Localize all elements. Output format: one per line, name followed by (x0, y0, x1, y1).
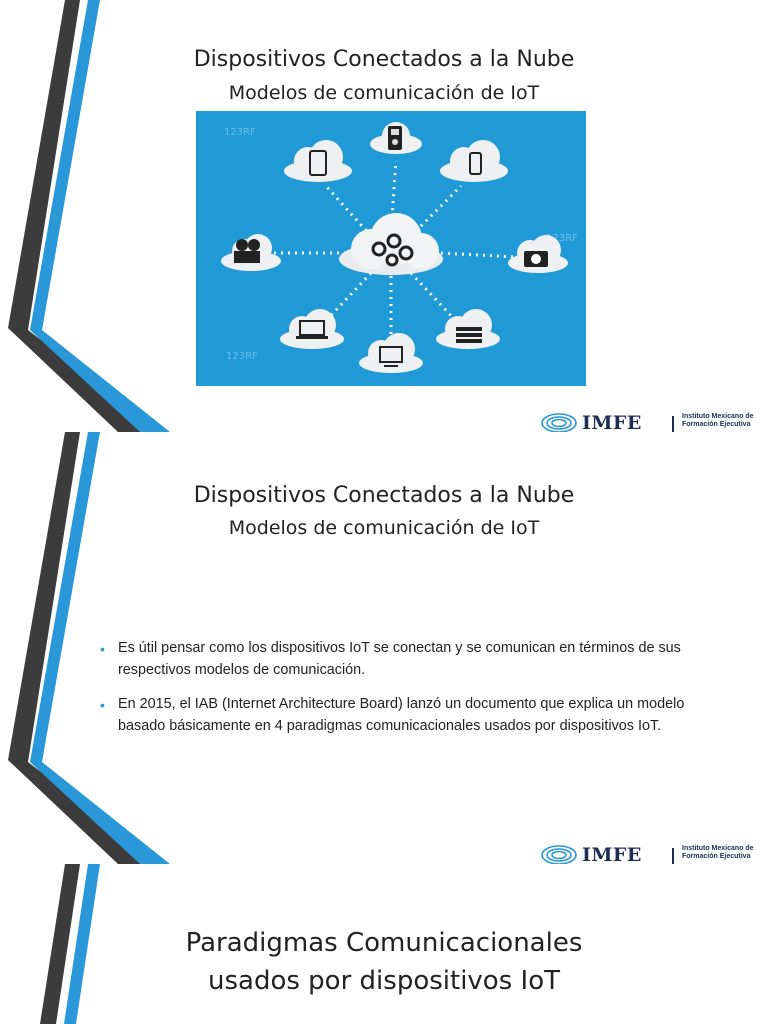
slide-3-title-line1: Paradigmas Comunicacionales (185, 928, 583, 958)
slide-2-bullet-list (102, 637, 712, 749)
logo-brand: IMFE (582, 412, 642, 432)
svg-text:123RF: 123RF (546, 233, 578, 244)
slide-1-title: Dispositivos Conectados a la Nube (193, 47, 575, 72)
iot-cloud-illustration (196, 111, 586, 386)
logo-institute: Instituto Mexicano de Formación Ejecutiva (682, 845, 754, 860)
imfe-logo (540, 844, 768, 864)
bullet-item: • En 2015, el IAB (Internet Architecture Board) lanzó un documento que explica un modelo basado básicamente en 4 paradigmas comunicacionales usados por dispositivos IoT. (100, 696, 685, 734)
imfe-logo (540, 412, 768, 432)
bullet-dot-icon: • (100, 697, 105, 713)
projector-icon (234, 239, 260, 263)
logo-separator (672, 416, 674, 432)
bullet-item: • Es útil pensar como los dispositivos IoT se conectan y se comunican en términos de sus respectivos modelos de comunicación. (100, 640, 681, 678)
logo-institute: Instituto Mexicano de Formación Ejecutiva (682, 413, 754, 428)
slide-2-subtitle: Modelos de comunicación de IoT (228, 517, 540, 539)
camera-icon (524, 251, 548, 267)
logo-swirl-icon (540, 412, 578, 432)
slide-1 (0, 0, 768, 432)
logo-brand: IMFE (582, 844, 642, 864)
slide-1-subtitle: Modelos de comunicación de IoT (228, 82, 540, 104)
slide-2-title: Dispositivos Conectados a la Nube (193, 483, 575, 508)
logo-separator (672, 848, 674, 864)
bullet-dot-icon: • (100, 641, 105, 657)
logo-swirl-icon (540, 844, 578, 864)
svg-text:123RF: 123RF (224, 127, 256, 138)
server-icon (456, 327, 482, 343)
slide-3 (0, 864, 768, 1024)
slide-3-title-line2: usados por dispositivos IoT (208, 966, 560, 996)
svg-text:123RF: 123RF (226, 351, 258, 362)
